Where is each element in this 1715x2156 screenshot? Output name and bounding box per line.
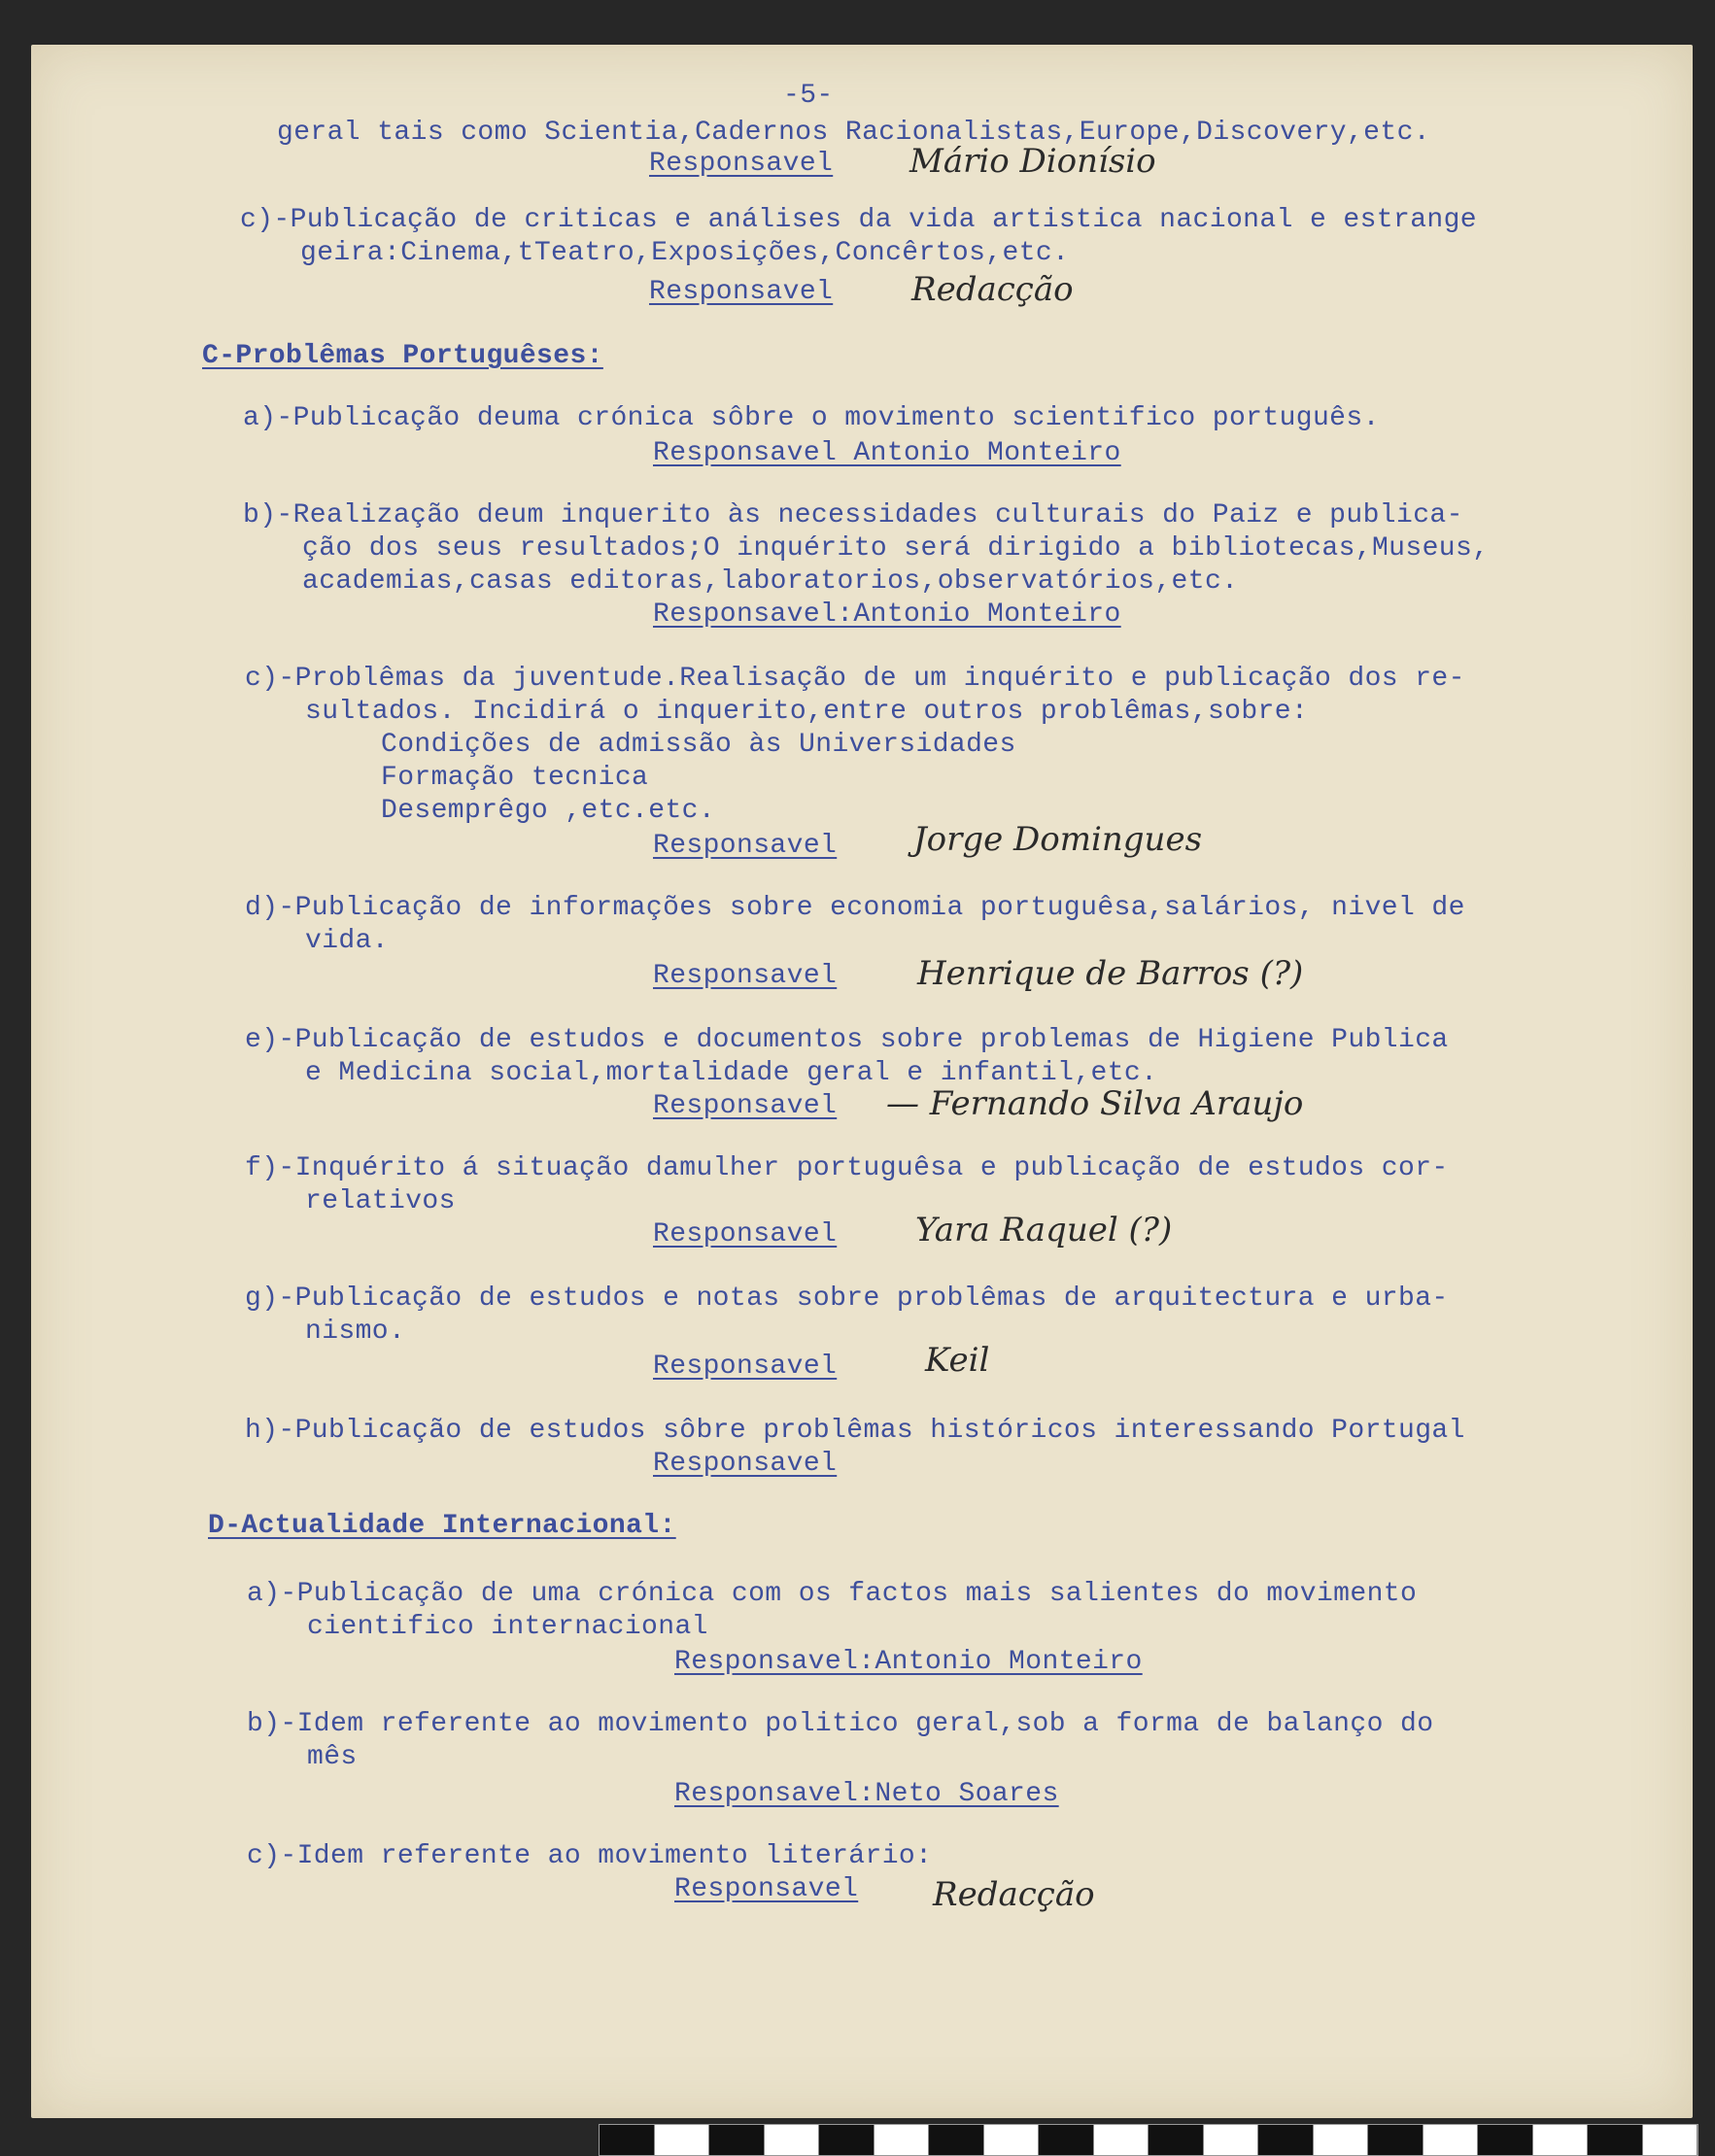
text-line: c)-Problêmas da juventude.Realisação de um inquérito e publicação dos re- [245, 664, 1465, 694]
text-line: a)-Publicação deuma crónica sôbre o movimento scientifico português. [243, 403, 1380, 433]
text-line: mês [307, 1742, 358, 1772]
text-line: ção dos seus resultados;O inquérito será dirigido a bibliotecas,Museus, [302, 533, 1490, 564]
text-line: g)-Publicação de estudos e notas sobre problêmas de arquitectura e urba- [245, 1283, 1449, 1314]
responsavel-label: Responsavel [649, 149, 834, 179]
responsavel-label: Responsavel [653, 831, 838, 861]
text-line: c)-Idem referente ao movimento literário: [247, 1841, 933, 1871]
handwritten-name: Henrique de Barros (?) [917, 954, 1304, 993]
text-line: h)-Publicação de estudos sôbre problêmas históricos interessando Portugal [245, 1416, 1465, 1446]
handwritten-name: Redacção [911, 270, 1074, 309]
section-heading-c: C-Problêmas Portuguêses: [202, 341, 603, 371]
text-line: d)-Publicação de informações sobre economia portuguêsa,salários, nivel de [245, 893, 1465, 923]
text-line: e)-Publicação de estudos e documentos sobre problemas de Higiene Publica [245, 1025, 1449, 1055]
text-line: nismo. [305, 1317, 406, 1347]
responsavel-label: Responsavel [653, 1352, 838, 1382]
responsavel-label: Responsavel [653, 961, 838, 991]
text-line: academias,casas editoras,laboratorios,observatórios,etc. [302, 566, 1239, 597]
text-line: Formação tecnica [381, 763, 649, 793]
responsavel-label: Responsavel [653, 1449, 838, 1479]
text-line: e Medicina social,mortalidade geral e infantil,etc. [305, 1058, 1158, 1088]
handwritten-name: — Fernando Silva Araujo [886, 1084, 1304, 1123]
text-line: vida. [305, 926, 390, 956]
text-line: b)-Realização deum inquerito às necessidades culturais do Paiz e publica- [243, 500, 1463, 530]
page-number: -5- [783, 81, 834, 111]
text-line: f)-Inquérito á situação damulher portuguêsa e publicação de estudos cor- [245, 1153, 1449, 1183]
handwritten-name: Yara Raquel (?) [915, 1211, 1173, 1249]
color-scale-bar [599, 2124, 1698, 2156]
responsavel-line: Responsavel:Antonio Monteiro [674, 1647, 1143, 1677]
responsavel-label: Responsavel [674, 1874, 859, 1904]
text-line: b)-Idem referente ao movimento politico geral,sob a forma de balanço do [247, 1709, 1434, 1739]
responsavel-line: Responsavel Antonio Monteiro [653, 438, 1121, 468]
text-line: Condições de admissão às Universidades [381, 730, 1016, 760]
responsavel-line: Responsavel:Neto Soares [674, 1779, 1059, 1809]
text-line: a)-Publicação de uma crónica com os factos mais salientes do movimento [247, 1579, 1418, 1609]
handwritten-name: Jorge Domingues [913, 820, 1203, 859]
text-line: c)-Publicação de criticas e análises da vida artistica nacional e estrange [240, 205, 1478, 235]
text-line: geira:Cinema,tTeatro,Exposições,Concêrtos,etc. [300, 238, 1070, 268]
text-line: relativos [305, 1186, 456, 1216]
text-line: sultados. Incidirá o inquerito,entre outros problêmas,sobre: [305, 697, 1309, 727]
text-line: Desemprêgo ,etc.etc. [381, 796, 716, 826]
text-line: geral tais como Scientia,Cadernos Racionalistas,Europe,Discovery,etc. [277, 118, 1430, 148]
responsavel-label: Responsavel [653, 1219, 838, 1249]
handwritten-name: Redacção [933, 1875, 1095, 1914]
responsavel-line: Responsavel:Antonio Monteiro [653, 599, 1121, 630]
handwritten-name: Mário Dionísio [909, 142, 1156, 181]
responsavel-label: Responsavel [653, 1091, 838, 1121]
responsavel-label: Responsavel [649, 277, 834, 307]
section-heading-d: D-Actualidade Internacional: [208, 1511, 676, 1541]
text-line: cientifico internacional [307, 1612, 708, 1642]
handwritten-name: Keil [925, 1341, 990, 1380]
document-page [31, 45, 1693, 2118]
